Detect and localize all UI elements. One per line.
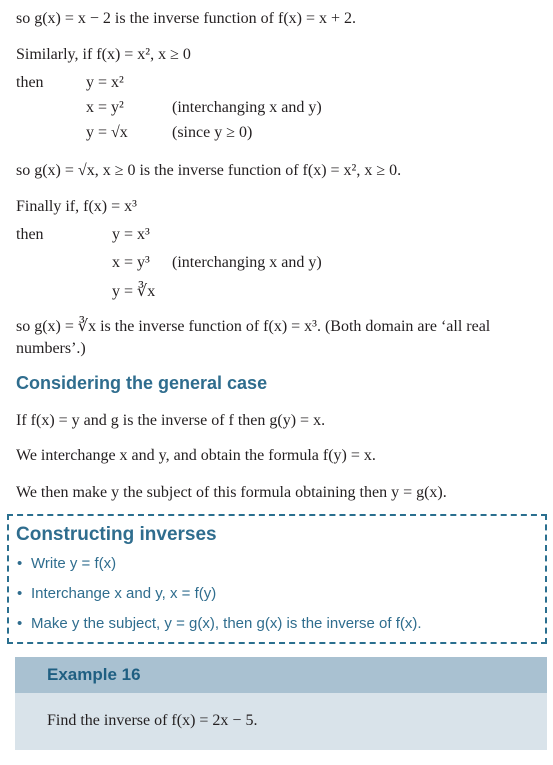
box-title: Constructing inverses bbox=[16, 524, 217, 545]
text-line: Finally if, f(x) = x³ bbox=[16, 198, 137, 215]
text-line: Similarly, if f(x) = x², x ≥ 0 bbox=[16, 46, 191, 63]
bullet-dot-icon: • bbox=[17, 615, 23, 632]
bullet-dot-icon: • bbox=[17, 585, 23, 602]
text-line: so g(x) = x − 2 is the inverse function of f(x) = x + 2. bbox=[16, 10, 357, 27]
equation: y = x³ bbox=[112, 226, 150, 243]
paragraph: We interchange x and y, and obtain the formula f(y) = x. bbox=[16, 447, 376, 464]
equation: y = √x bbox=[86, 124, 128, 141]
equation: x = y³ bbox=[112, 254, 150, 271]
bullet-text: Make y the subject, y = g(x), then g(x) is the inverse of f(x). bbox=[31, 615, 422, 632]
equation: y = ∛x bbox=[112, 283, 156, 300]
paragraph: If f(x) = y and g is the inverse of f then g(y) = x. bbox=[16, 412, 326, 429]
bullet-item bbox=[17, 584, 216, 604]
equation: y = x² bbox=[86, 74, 124, 91]
then-label: then bbox=[16, 74, 44, 91]
section-heading: Considering the general case bbox=[16, 373, 268, 393]
text-line: so g(x) = √x, x ≥ 0 is the inverse function of f(x) = x², x ≥ 0. bbox=[16, 162, 402, 179]
bullet-text: Write y = f(x) bbox=[31, 555, 117, 572]
example-text: Find the inverse of f(x) = 2x − 5. bbox=[47, 712, 258, 729]
bullet-text: Interchange x and y, x = f(y) bbox=[31, 585, 217, 602]
example-title: Example 16 bbox=[47, 665, 141, 684]
paragraph: We then make y the subject of this formula obtaining then y = g(x). bbox=[16, 484, 447, 501]
text-line: so g(x) = ∛x is the inverse function of f(x) = x³. (Both domain are ‘all real bbox=[16, 318, 491, 335]
equation-note: (since y ≥ 0) bbox=[172, 124, 253, 141]
text-line: numbers’.) bbox=[16, 340, 86, 357]
bullet-item bbox=[17, 614, 422, 634]
bullet-item bbox=[17, 554, 116, 574]
equation: x = y² bbox=[86, 99, 124, 116]
then-label: then bbox=[16, 226, 44, 243]
equation-note: (interchanging x and y) bbox=[172, 254, 322, 271]
bullet-dot-icon: • bbox=[17, 555, 23, 572]
equation-note: (interchanging x and y) bbox=[172, 99, 322, 116]
